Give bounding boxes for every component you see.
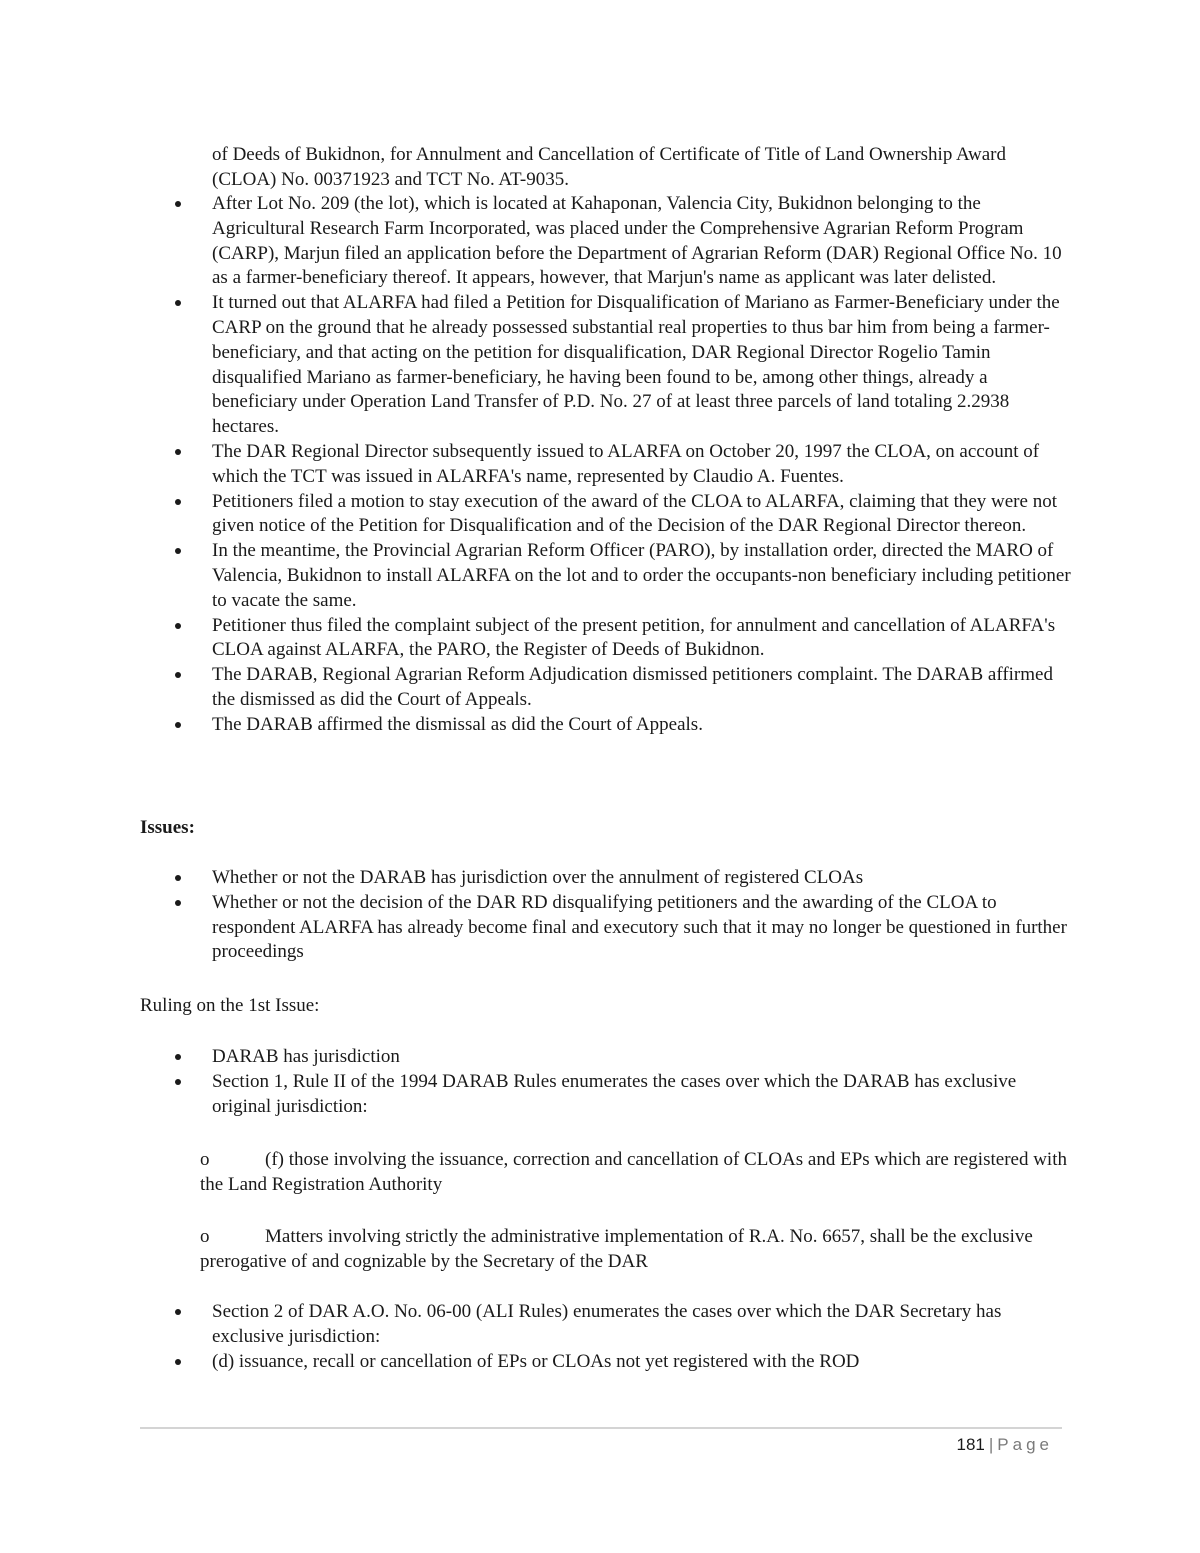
footer-divider bbox=[140, 1427, 1062, 1429]
sub-item-marker: o bbox=[200, 1226, 210, 1247]
list-item: DARAB has jurisdiction bbox=[212, 1045, 1074, 1070]
list-item: Section 2 of DAR A.O. No. 06-00 (ALI Rules) enumerates the cases over which the DAR Secretary has exclusive jurisdiction: bbox=[212, 1300, 1074, 1350]
list-item: (d) issuance, recall or cancellation of EPs or CLOAs not yet registered with the ROD bbox=[212, 1350, 1074, 1375]
page-number: 181 bbox=[956, 1435, 985, 1454]
list-item: Section 1, Rule II of the 1994 DARAB Rules enumerates the cases over which the DARAB has exclusive original jurisdiction: bbox=[212, 1070, 1074, 1120]
list-item: Whether or not the DARAB has jurisdiction over the annulment of registered CLOAs bbox=[212, 866, 1074, 891]
issues-heading: Issues: bbox=[140, 817, 195, 838]
continuation-paragraph: of Deeds of Bukidnon, for Annulment and Cancellation of Certificate of Title of Land Ownership Award (CLOA) No. 00371923 and TCT No. AT-9035. bbox=[212, 144, 1006, 190]
list-item: It turned out that ALARFA had filed a Petition for Disqualification of Mariano as Farmer-Beneficiary under the CARP on the ground that he already possessed substantial real properties to thus bar him from being a farmer-beneficiary, and that acting on the petition for disqualification, DAR Regional Director Rogelio Tamin disqualified Mariano as farmer-beneficiary, he having been found to be, among other things, already a beneficiary under Operation Land Transfer of P.D. No. 27 of at least three parcels of land totaling 2.2938 hectares. bbox=[212, 291, 1074, 440]
ruling-list-a bbox=[212, 1045, 1074, 1119]
list-item: Petitioner thus filed the complaint subject of the present petition, for annulment and cancellation of ALARFA's CLOA against ALARFA, the PARO, the Register of Deeds of Bukidnon. bbox=[212, 614, 1074, 664]
ruling-heading: Ruling on the 1st Issue: bbox=[140, 995, 320, 1016]
sub-item bbox=[200, 1148, 1070, 1198]
page-label: Page bbox=[997, 1435, 1053, 1454]
list-item: Petitioners filed a motion to stay execution of the award of the CLOA to ALARFA, claiming that they were not given notice of the Petition for Disqualification and of the Decision of the DAR Regional Director thereon. bbox=[212, 490, 1074, 540]
list-item: The DARAB affirmed the dismissal as did the Court of Appeals. bbox=[212, 713, 1074, 738]
sub-item bbox=[200, 1225, 1070, 1275]
facts-list bbox=[212, 192, 1074, 738]
footer-separator: | bbox=[988, 1435, 994, 1454]
list-item: The DAR Regional Director subsequently issued to ALARFA on October 20, 1997 the CLOA, on account of which the TCT was issued in ALARFA's name, represented by Claudio A. Fuentes. bbox=[212, 440, 1074, 490]
issues-list bbox=[212, 866, 1074, 965]
sub-item-marker: o bbox=[200, 1149, 210, 1170]
list-item: Whether or not the decision of the DAR RD disqualifying petitioners and the awarding of the CLOA to respondent ALARFA has already become final and executory such that it may no longer be questioned in further proceedings bbox=[212, 891, 1074, 965]
page-footer bbox=[957, 1433, 1054, 1458]
sub-item-text: Matters involving strictly the administrative implementation of R.A. No. 6657, shall be the exclusive prerogative of and cognizable by the Secretary of the DAR bbox=[200, 1226, 1033, 1272]
ruling-list-b bbox=[212, 1300, 1074, 1374]
list-item: After Lot No. 209 (the lot), which is located at Kahaponan, Valencia City, Bukidnon belonging to the Agricultural Research Farm Incorporated, was placed under the Comprehensive Agrarian Reform Program (CARP), Marjun filed an application before the Department of Agrarian Reform (DAR) Regional Office No. 10 as a farmer-beneficiary thereof. It appears, however, that Marjun's name as applicant was later delisted. bbox=[212, 192, 1074, 291]
list-item: The DARAB, Regional Agrarian Reform Adjudication dismissed petitioners complaint. The DARAB affirmed the dismissed as did the Court of Appeals. bbox=[212, 663, 1074, 713]
sub-item-text: (f) those involving the issuance, correction and cancellation of CLOAs and EPs which are registered with the Land Registration Authority bbox=[200, 1149, 1067, 1195]
list-item: In the meantime, the Provincial Agrarian Reform Officer (PARO), by installation order, directed the MARO of Valencia, Bukidnon to install ALARFA on the lot and to order the occupants-non beneficiary including petitioner to vacate the same. bbox=[212, 539, 1074, 613]
